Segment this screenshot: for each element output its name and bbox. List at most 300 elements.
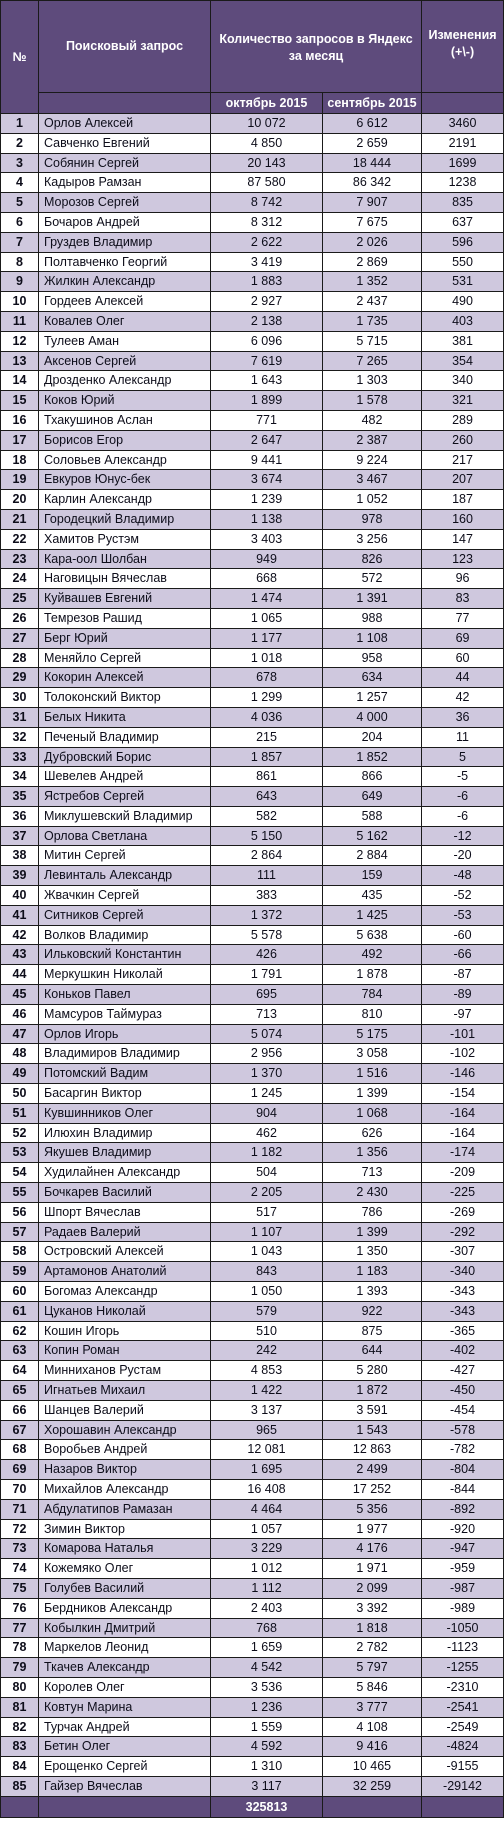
row-name: Левинталь Александр (39, 866, 211, 886)
row-september: 7 265 (323, 351, 422, 371)
row-october: 20 143 (211, 153, 323, 173)
row-october: 462 (211, 1123, 323, 1143)
row-number: 47 (1, 1024, 39, 1044)
table-row (1, 767, 504, 787)
row-october: 2 647 (211, 430, 323, 450)
row-number: 45 (1, 985, 39, 1005)
row-september: 1 303 (323, 371, 422, 391)
row-name: Орлова Светлана (39, 826, 211, 846)
row-october: 1 245 (211, 1084, 323, 1104)
table-row (1, 1282, 504, 1302)
row-change: -6 (422, 806, 504, 826)
row-october: 949 (211, 549, 323, 569)
row-october: 678 (211, 668, 323, 688)
row-number: 43 (1, 945, 39, 965)
row-september: 1 516 (323, 1064, 422, 1084)
row-number: 44 (1, 965, 39, 985)
row-change: 96 (422, 569, 504, 589)
row-change: -225 (422, 1183, 504, 1203)
row-number: 55 (1, 1183, 39, 1203)
row-october: 4 464 (211, 1499, 323, 1519)
row-number: 75 (1, 1578, 39, 1598)
row-october: 843 (211, 1262, 323, 1282)
row-october: 1 643 (211, 371, 323, 391)
row-october: 643 (211, 787, 323, 807)
row-october: 16 408 (211, 1479, 323, 1499)
row-october: 1 857 (211, 747, 323, 767)
row-number: 12 (1, 331, 39, 351)
row-change: -578 (422, 1420, 504, 1440)
row-october: 1 372 (211, 905, 323, 925)
row-september: 3 467 (323, 470, 422, 490)
row-number: 9 (1, 272, 39, 292)
row-number: 54 (1, 1163, 39, 1183)
row-number: 63 (1, 1341, 39, 1361)
table-row (1, 1420, 504, 1440)
row-september: 1 872 (323, 1381, 422, 1401)
row-change: -60 (422, 925, 504, 945)
row-number: 81 (1, 1697, 39, 1717)
table-row (1, 410, 504, 430)
row-october: 504 (211, 1163, 323, 1183)
row-change: 60 (422, 648, 504, 668)
row-name: Ерощенко Сергей (39, 1757, 211, 1777)
row-number: 49 (1, 1064, 39, 1084)
row-name: Якушев Владимир (39, 1143, 211, 1163)
row-name: Городецкий Владимир (39, 509, 211, 529)
header-row (1, 1, 504, 93)
row-change: -2310 (422, 1677, 504, 1697)
row-change: 123 (422, 549, 504, 569)
header-change: Изменения (+\-) (422, 1, 504, 93)
total-empty-num (1, 1796, 39, 1817)
row-name: Хамитов Рустэм (39, 529, 211, 549)
table-row (1, 212, 504, 232)
table-row (1, 1499, 504, 1519)
row-name: Бердников Александр (39, 1598, 211, 1618)
row-october: 10 072 (211, 114, 323, 134)
row-number: 84 (1, 1757, 39, 1777)
row-number: 51 (1, 1103, 39, 1123)
row-name: Собянин Сергей (39, 153, 211, 173)
row-name: Илюхин Владимир (39, 1123, 211, 1143)
row-number: 25 (1, 589, 39, 609)
row-name: Коньков Павел (39, 985, 211, 1005)
row-september: 3 777 (323, 1697, 422, 1717)
row-september: 86 342 (323, 173, 422, 193)
row-change: -89 (422, 985, 504, 1005)
table-row (1, 1341, 504, 1361)
row-october: 87 580 (211, 173, 323, 193)
row-change: 11 (422, 727, 504, 747)
row-name: Ковтун Марина (39, 1697, 211, 1717)
row-september: 2 884 (323, 846, 422, 866)
row-name: Копин Роман (39, 1341, 211, 1361)
table-row (1, 608, 504, 628)
row-number: 2 (1, 133, 39, 153)
table-row (1, 905, 504, 925)
row-number: 8 (1, 252, 39, 272)
row-change: 2191 (422, 133, 504, 153)
row-september: 1 977 (323, 1519, 422, 1539)
row-number: 61 (1, 1301, 39, 1321)
row-september: 7 675 (323, 212, 422, 232)
row-september: 5 175 (323, 1024, 422, 1044)
row-october: 2 927 (211, 292, 323, 312)
row-name: Темрезов Рашид (39, 608, 211, 628)
row-change: 42 (422, 688, 504, 708)
row-name: Наговицын Вячеслав (39, 569, 211, 589)
row-change: -307 (422, 1242, 504, 1262)
table-row (1, 707, 504, 727)
row-number: 38 (1, 846, 39, 866)
row-name: Гайзер Вячеслав (39, 1776, 211, 1796)
table-row (1, 1163, 504, 1183)
row-october: 4 036 (211, 707, 323, 727)
row-september: 826 (323, 549, 422, 569)
total-empty-chg (422, 1796, 504, 1817)
row-number: 39 (1, 866, 39, 886)
row-number: 71 (1, 1499, 39, 1519)
row-name: Кобылкин Дмитрий (39, 1618, 211, 1638)
table-row (1, 114, 504, 134)
row-september: 1 108 (323, 628, 422, 648)
row-change: -1255 (422, 1658, 504, 1678)
row-number: 36 (1, 806, 39, 826)
row-name: Голубев Василий (39, 1578, 211, 1598)
row-september: 713 (323, 1163, 422, 1183)
row-september: 2 430 (323, 1183, 422, 1203)
row-name: Минниханов Рустам (39, 1361, 211, 1381)
row-number: 50 (1, 1084, 39, 1104)
row-change: -292 (422, 1222, 504, 1242)
row-october: 1 107 (211, 1222, 323, 1242)
row-change: 160 (422, 509, 504, 529)
row-september: 492 (323, 945, 422, 965)
row-number: 40 (1, 886, 39, 906)
row-name: Груздев Владимир (39, 232, 211, 252)
row-number: 79 (1, 1658, 39, 1678)
row-number: 26 (1, 608, 39, 628)
row-number: 37 (1, 826, 39, 846)
table-row (1, 272, 504, 292)
table-row (1, 1004, 504, 1024)
row-name: Кошин Игорь (39, 1321, 211, 1341)
table-row (1, 1578, 504, 1598)
row-name: Хорошавин Александр (39, 1420, 211, 1440)
row-september: 18 444 (323, 153, 422, 173)
row-september: 32 259 (323, 1776, 422, 1796)
row-september: 4 108 (323, 1717, 422, 1737)
row-change: 289 (422, 410, 504, 430)
row-october: 1 236 (211, 1697, 323, 1717)
row-october: 1 057 (211, 1519, 323, 1539)
row-number: 29 (1, 668, 39, 688)
row-number: 14 (1, 371, 39, 391)
row-september: 5 715 (323, 331, 422, 351)
row-name: Комарова Наталья (39, 1539, 211, 1559)
row-change: 340 (422, 371, 504, 391)
row-name: Басаргин Виктор (39, 1084, 211, 1104)
row-september: 6 612 (323, 114, 422, 134)
row-september: 810 (323, 1004, 422, 1024)
table-row (1, 688, 504, 708)
row-september: 435 (323, 886, 422, 906)
header-query: Поисковый запрос (39, 1, 211, 93)
total-empty-name (39, 1796, 211, 1817)
row-change: -959 (422, 1559, 504, 1579)
row-october: 2 622 (211, 232, 323, 252)
row-number: 27 (1, 628, 39, 648)
row-name: Меркушкин Николай (39, 965, 211, 985)
row-change: -174 (422, 1143, 504, 1163)
row-september: 2 782 (323, 1638, 422, 1658)
row-name: Кадыров Рамзан (39, 173, 211, 193)
row-october: 2 205 (211, 1183, 323, 1203)
row-october: 1 299 (211, 688, 323, 708)
row-september: 634 (323, 668, 422, 688)
row-name: Жвачкин Сергей (39, 886, 211, 906)
row-october: 5 578 (211, 925, 323, 945)
row-name: Бочкарев Василий (39, 1183, 211, 1203)
row-october: 1 177 (211, 628, 323, 648)
row-name: Морозов Сергей (39, 193, 211, 213)
row-october: 1 474 (211, 589, 323, 609)
row-number: 34 (1, 767, 39, 787)
row-september: 10 465 (323, 1757, 422, 1777)
table-row (1, 1400, 504, 1420)
row-name: Митин Сергей (39, 846, 211, 866)
row-number: 56 (1, 1202, 39, 1222)
row-name: Цуканов Николай (39, 1301, 211, 1321)
row-number: 78 (1, 1638, 39, 1658)
row-october: 668 (211, 569, 323, 589)
row-number: 16 (1, 410, 39, 430)
table-row (1, 1618, 504, 1638)
row-october: 111 (211, 866, 323, 886)
row-name: Владимиров Владимир (39, 1044, 211, 1064)
row-september: 2 437 (323, 292, 422, 312)
row-name: Худилайнен Александр (39, 1163, 211, 1183)
row-september: 4 176 (323, 1539, 422, 1559)
row-september: 1 393 (323, 1282, 422, 1302)
table-row (1, 173, 504, 193)
row-september: 3 058 (323, 1044, 422, 1064)
row-name: Кожемяко Олег (39, 1559, 211, 1579)
table-row (1, 1084, 504, 1104)
row-number: 66 (1, 1400, 39, 1420)
row-name: Богомаз Александр (39, 1282, 211, 1302)
row-name: Соловьев Александр (39, 450, 211, 470)
row-change: -29142 (422, 1776, 504, 1796)
table-row (1, 569, 504, 589)
row-number: 72 (1, 1519, 39, 1539)
row-number: 23 (1, 549, 39, 569)
row-number: 73 (1, 1539, 39, 1559)
row-october: 1 659 (211, 1638, 323, 1658)
row-september: 1 068 (323, 1103, 422, 1123)
row-change: -2541 (422, 1697, 504, 1717)
table-row (1, 628, 504, 648)
row-october: 4 850 (211, 133, 323, 153)
row-september: 784 (323, 985, 422, 1005)
table-row (1, 1143, 504, 1163)
row-october: 215 (211, 727, 323, 747)
row-name: Шпорт Вячеслав (39, 1202, 211, 1222)
table-row (1, 1321, 504, 1341)
row-name: Воробьев Андрей (39, 1440, 211, 1460)
row-september: 1 356 (323, 1143, 422, 1163)
row-number: 60 (1, 1282, 39, 1302)
row-october: 695 (211, 985, 323, 1005)
row-september: 1 735 (323, 311, 422, 331)
table-row (1, 1064, 504, 1084)
row-september: 588 (323, 806, 422, 826)
row-name: Дрозденко Александр (39, 371, 211, 391)
row-name: Волков Владимир (39, 925, 211, 945)
table-row (1, 430, 504, 450)
row-name: Мамсуров Таймураз (39, 1004, 211, 1024)
row-september: 2 099 (323, 1578, 422, 1598)
row-name: Печеный Владимир (39, 727, 211, 747)
row-september: 958 (323, 648, 422, 668)
table-row (1, 1044, 504, 1064)
row-october: 4 542 (211, 1658, 323, 1678)
row-change: -1123 (422, 1638, 504, 1658)
row-name: Полтавченко Георгий (39, 252, 211, 272)
table-row (1, 886, 504, 906)
row-change: 321 (422, 391, 504, 411)
table-row (1, 1262, 504, 1282)
row-october: 1 012 (211, 1559, 323, 1579)
row-number: 28 (1, 648, 39, 668)
table-row (1, 1776, 504, 1796)
row-change: -12 (422, 826, 504, 846)
table-row (1, 529, 504, 549)
row-change: 354 (422, 351, 504, 371)
total-row (1, 1796, 504, 1817)
table-row (1, 351, 504, 371)
row-number: 24 (1, 569, 39, 589)
row-change: 1699 (422, 153, 504, 173)
row-change: 36 (422, 707, 504, 727)
row-september: 866 (323, 767, 422, 787)
row-october: 965 (211, 1420, 323, 1440)
row-october: 3 536 (211, 1677, 323, 1697)
row-september: 1 399 (323, 1084, 422, 1104)
row-october: 3 403 (211, 529, 323, 549)
row-change: -427 (422, 1361, 504, 1381)
table-row (1, 1598, 504, 1618)
row-name: Радаев Валерий (39, 1222, 211, 1242)
table-row (1, 1222, 504, 1242)
row-name: Михайлов Александр (39, 1479, 211, 1499)
row-change: 147 (422, 529, 504, 549)
row-october: 3 137 (211, 1400, 323, 1420)
table-row (1, 133, 504, 153)
row-october: 1 310 (211, 1757, 323, 1777)
row-name: Бетин Олег (39, 1737, 211, 1757)
row-name: Жилкин Александр (39, 272, 211, 292)
row-october: 242 (211, 1341, 323, 1361)
row-number: 62 (1, 1321, 39, 1341)
row-october: 6 096 (211, 331, 323, 351)
row-september: 1 352 (323, 272, 422, 292)
row-september: 1 425 (323, 905, 422, 925)
total-value: 325813 (211, 1796, 323, 1817)
table-row (1, 153, 504, 173)
row-change: -947 (422, 1539, 504, 1559)
row-september: 978 (323, 509, 422, 529)
row-october: 1 018 (211, 648, 323, 668)
table-row (1, 787, 504, 807)
row-number: 41 (1, 905, 39, 925)
table-row (1, 1717, 504, 1737)
table-row (1, 331, 504, 351)
row-october: 1 043 (211, 1242, 323, 1262)
row-change: -450 (422, 1381, 504, 1401)
row-september: 1 399 (323, 1222, 422, 1242)
table-row (1, 1381, 504, 1401)
row-name: Островский Алексей (39, 1242, 211, 1262)
row-name: Куйвашев Евгений (39, 589, 211, 609)
row-change: -1050 (422, 1618, 504, 1638)
row-september: 159 (323, 866, 422, 886)
row-number: 30 (1, 688, 39, 708)
header-september: сентябрь 2015 (323, 93, 422, 114)
row-october: 771 (211, 410, 323, 430)
row-number: 33 (1, 747, 39, 767)
row-october: 2 403 (211, 1598, 323, 1618)
table-row (1, 193, 504, 213)
row-october: 1 239 (211, 490, 323, 510)
row-change: -340 (422, 1262, 504, 1282)
row-change: -343 (422, 1282, 504, 1302)
table-row (1, 490, 504, 510)
table-row (1, 1658, 504, 1678)
row-september: 5 638 (323, 925, 422, 945)
row-september: 482 (323, 410, 422, 430)
row-change: -66 (422, 945, 504, 965)
row-name: Карлин Александр (39, 490, 211, 510)
row-september: 2 499 (323, 1460, 422, 1480)
row-change: 77 (422, 608, 504, 628)
row-october: 1 065 (211, 608, 323, 628)
table-row (1, 1183, 504, 1203)
row-october: 904 (211, 1103, 323, 1123)
table-row (1, 292, 504, 312)
row-october: 2 956 (211, 1044, 323, 1064)
row-number: 48 (1, 1044, 39, 1064)
row-october: 861 (211, 767, 323, 787)
table-row (1, 509, 504, 529)
row-number: 5 (1, 193, 39, 213)
row-change: -52 (422, 886, 504, 906)
row-change: 596 (422, 232, 504, 252)
row-change: -892 (422, 1499, 504, 1519)
row-change: -209 (422, 1163, 504, 1183)
table-row (1, 450, 504, 470)
row-number: 67 (1, 1420, 39, 1440)
row-september: 1 350 (323, 1242, 422, 1262)
row-october: 1 422 (211, 1381, 323, 1401)
row-number: 35 (1, 787, 39, 807)
row-september: 3 256 (323, 529, 422, 549)
row-name: Бочаров Андрей (39, 212, 211, 232)
row-number: 68 (1, 1440, 39, 1460)
row-october: 510 (211, 1321, 323, 1341)
row-number: 11 (1, 311, 39, 331)
